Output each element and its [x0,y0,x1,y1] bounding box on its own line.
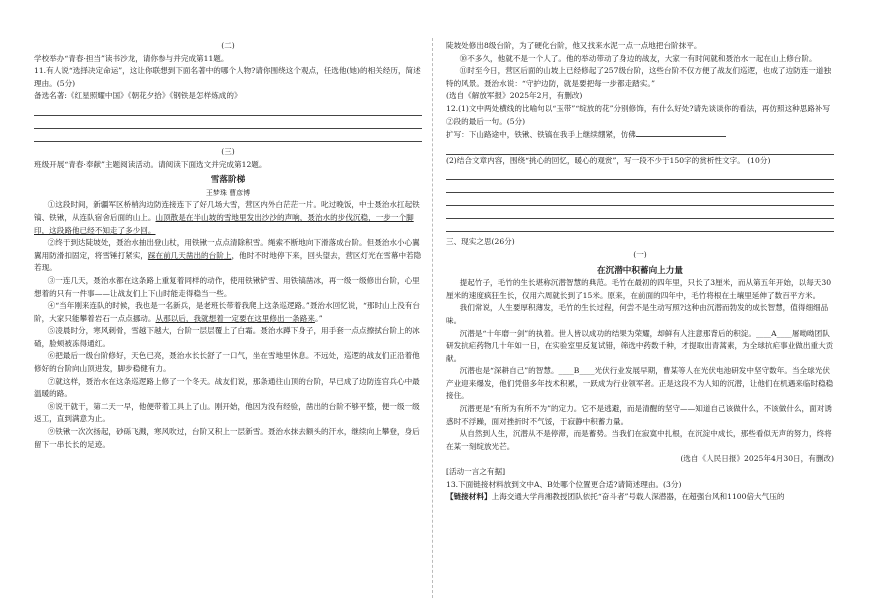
question-12-fill: 扩写：下山路途中，铁锹、铁镐在我手上继续绷紧，仿佛 [446,128,834,142]
answer-line-6[interactable] [446,180,834,193]
article-paragraph: ⑤凌晨时分，寒风刺骨，雪越下越大，台阶一层层覆上了白霜。聂治水蹲下身子，用手套一点点擦拭台阶上的冰碴，脸颊被冻得通红。 [34,326,420,348]
article-paragraph: ④“当年刚来连队的时候，我也是一名新兵，是老班长带着我爬上这条巡逻路。”聂治水回忆说，“那时山上没有台阶，大家只能攀着岩石一点点挪动。从那以后，我就想着一定要在这里修出一条路来。” [34,301,421,323]
article-2-paragraph: 我们常说，人生要厚积薄发，毛竹的生长过程，何尝不是生动写照?这种由沉潜而勃发的成长智慧，值得细细品味。 [446,303,829,325]
article-paragraph: ③一连几天，聂治水都在这条路上重复着同样的动作，使用铁锹铲雪、用铁镐凿冰，再一级一级修出台阶，心里想着的只有一件事——让战友们上下山时能走得稳当一些。 [34,275,420,298]
answer-line-3[interactable] [34,129,422,142]
activity-label: [活动一言之有据] [446,467,506,477]
article-paragraph: ⑦就这样，聂治水在这条巡逻路上修了一个冬天。战友们说，那条通往山顶的台阶，早已成了边防连官兵心中最温暖的路。 [34,376,420,399]
article-2-paragraph: 沉潜更是“有所为有所不为”的定力。它不是逃避，而是清醒的坚守——知道自己该做什么，不该做什么，面对诱惑时不浮躁，面对挫折时不气馁，于寂静中积蓄力量。 [446,404,832,426]
article-2-paragraph: 沉潜也是“深耕自己”的智慧。____B____光伏行业发展早期，曹某等人在光伏电池研发中坚守数年。当全球光伏产业迎来爆发，他们凭借多年技术积累，一跃成为行业领军者。正是这段不为人知的沉潜，让他们在机遇来临时稳稳接住。 [446,366,834,401]
article-source: (选自《解放军报》2025年2月，有删改) [446,91,583,101]
article-2-paragraph: 沉潜是“十年磨一剑”的执着。世人皆以成功的结果为荣耀，却鲜有人注意那背后的积淀。____A____屠呦呦团队研发抗疟药物几十年如一日，在实验室里反复试错，筛选中药数千种，才提取出青蒿素，为全球抗疟事业做出重大贡献。 [446,328,834,363]
answer-line-7[interactable] [446,193,834,206]
question-11: 11.有人说“选择决定命运”，这让你联想到下面名著中的哪个人物?请你围绕这个观点，任选他(她)的相关经历，简述理由。(5分) [34,66,421,88]
section-3-heading: (三) [221,146,235,156]
question-12-1: 12.(1)文中两处横线的比喻句以“玉带”“绽放的花”分别修饰，有什么好处?请先谈谈你的看法，再仿照这种思路补写②段的最后一句。(5分) [446,103,831,126]
column-divider [432,38,433,598]
answer-line-8[interactable] [446,206,834,219]
article-title: 雪落阶梯 [210,175,246,186]
article-2-title: 在沉潜中积蓄向上力量 [597,265,683,276]
section-label: 三、现实之思(26分) [446,237,515,247]
link-material: 【链接材料】上海交通大学肖湘教授团队依托“奋斗者”号载人深潜器，在超强台风和1100倍大气压的 [446,492,785,502]
section-3-intro: 班级开展“青春·奉献”主题阅读活动。请阅读下面选文并完成第12题。 [34,159,267,169]
article-author: 王梦珠 曹彦博 [205,188,251,197]
section-2-intro: 学校举办“青春·担当”读书沙龙，请你参与并完成第11题。 [34,53,229,63]
sub-heading: (一) [633,249,647,259]
answer-line-5[interactable] [446,167,834,180]
answer-line-2[interactable] [34,116,422,129]
question-13: 13.下面链接材料放到文中A、B处哪个位置更合适?请简述理由。(3分) [446,479,682,489]
article-paragraph: ⑨铁锹一次次扬起，砂砾飞溅，寒风吹过，台阶又积上一层新雪。聂治水抹去额头的汗水，继续向上攀登，身后留下一串长长的足迹。 [34,427,420,449]
question-12-2: (2)结合文章内容，围绕“挑心的回忆，暖心的观赏”，写一段不少于150字的赏析性文字。 (10分) [446,155,771,165]
answer-line-1[interactable] [34,103,422,116]
answer-line-9[interactable] [446,219,834,232]
section-2-heading: (二) [221,41,235,50]
question-11-options: 备选名著:《红星照耀中国》《朝花夕拾》《钢铁是怎样炼成的》 [34,91,242,101]
article-paragraph: ⑥把最后一级台阶修好，天色已亮，聂治水长长舒了一口气，坐在雪地里休息。不远处，巡逻的战友们正沿着他修好的台阶向山顶进发，脚步稳健有力。 [34,351,420,374]
article-paragraph: ⑪时至今日，营区后面的山坡上已经修起了257级台阶，这些台阶不仅方便了战友们巡逻，也成了边防连一道独特的风景。聂治水说：“守护边防，就是要把每一步都走踏实。” [446,66,832,88]
article-paragraph: ②终于到达陡坡处，聂治水抽出登山杖，用铁锹一点点清除积雪。绳索不断地向下滑落成台阶。但聂治水小心翼翼用防滑扣固定，将雪锤打紧实，踩在前几天凿出的台阶上，他时不时地停下来，回头望去，营区灯光在雪幕中若隐若现。 [34,238,422,273]
article-2-source: (选自《人民日报》2025年4月30日，有删改) [680,454,834,464]
article-2-paragraph: 从自然到人生，沉潜从不是停滞，而是蓄势。当我们在寂寞中扎根，在沉淀中成长，那些看似无声的努力，终将在某一刻绽放光芒。 [446,429,832,451]
article-paragraph: ①这段时间，新疆军区桥梢沟边防连接连下了好几场大雪，营区内外白茫茫一片。叱过晚饭，中士聂治水扛起铁镐、铁锹，从连队宿舍后面的山上。山顶散是在半山坡的雪地里发出沙沙的声响，聂治水的步伐沉稳，一步一个脚印，这段路他已经不知走了多少回。 [34,200,420,235]
article-2-paragraph: 提起竹子，毛竹的生长堪称沉潜智慧的典范。毛竹在最初的四年里，只长了3厘米，而从第五年开始，以每天30厘米的速度疯狂生长，仅用六周就长到了15米。原来，在前面的四年中，毛竹将根在土壤里延伸了数百平方米。 [446,278,832,300]
article-paragraph: ⑧说干就干，第二天一早，他便带着工具上了山。刚开始，他因为没有经验，凿出的台阶不够平整，便一级一级返工，直到满意为止。 [34,401,420,424]
article-paragraph: 陡坡处修出8级台阶，为了硬化台阶，他又找来水泥一点一点地把台阶抹平。 [446,41,702,50]
answer-line-4[interactable] [446,142,834,155]
article-paragraph: ⑩不多久，他就不是一个人了。他的举动带动了身边的战友，大家一有时间就和聂治水一起在山上修台阶。 [459,53,817,63]
fill-blank[interactable] [636,128,726,137]
right-column [446,40,834,504]
left-column [34,40,422,451]
